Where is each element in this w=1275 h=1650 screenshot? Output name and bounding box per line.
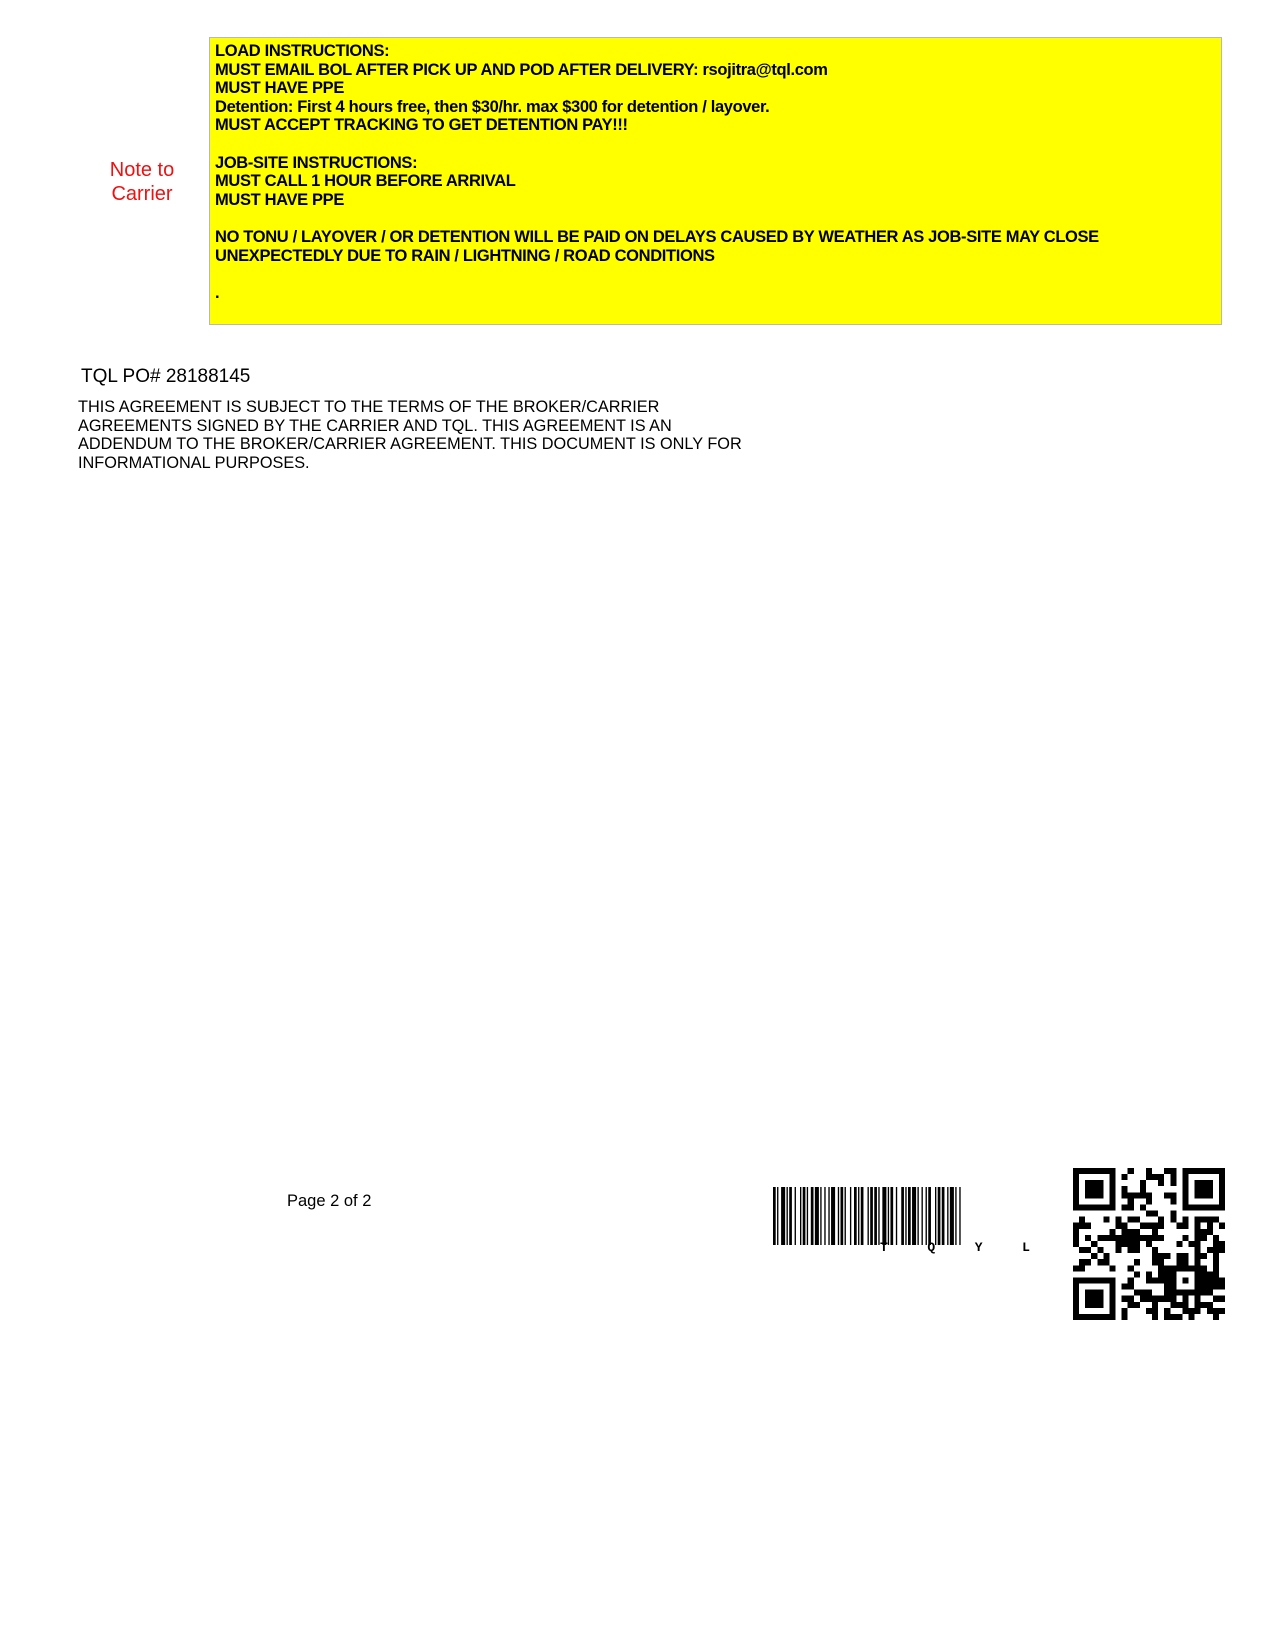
barcode-char: Y [974,1240,983,1255]
note-line: MUST CALL 1 HOUR BEFORE ARRIVAL [215,172,516,191]
note-line: LOAD INSTRUCTIONS: [215,42,390,60]
note-line: MUST ACCEPT TRACKING TO GET DETENTION PAY!!! [215,116,628,135]
agreement-line: AGREEMENTS SIGNED BY THE CARRIER AND TQL. THIS AGREEMENT IS AN [78,416,672,435]
note-line [215,265,1216,284]
note-line: NO TONU / LAYOVER / OR DETENTION WILL BE PAID ON DELAYS CAUSED BY WEATHER AS JOB-SITE MAY CLOSE [215,227,1099,246]
barcode-caption [880,1240,1030,1255]
qr-code-image [1073,1168,1225,1320]
note-line [215,209,1216,228]
note-line: MUST HAVE PPE [215,190,344,209]
po-number: TQL PO# 28188145 [81,366,251,387]
note-line: MUST EMAIL BOL AFTER PICK UP AND POD AFTER DELIVERY: rsojitra@tql.com [215,60,828,79]
note-line: . [215,283,220,302]
barcode-char: Q [927,1240,936,1255]
carrier-note-box [209,37,1222,325]
barcode-char: T [880,1240,888,1255]
agreement-line: THIS AGREEMENT IS SUBJECT TO THE TERMS OF THE BROKER/CARRIER [78,398,660,416]
note-line [215,135,1216,154]
agreement-line: ADDENDUM TO THE BROKER/CARRIER AGREEMENT. THIS DOCUMENT IS ONLY FOR [78,435,742,454]
note-line: UNEXPECTEDLY DUE TO RAIN / LIGHTNING / ROAD CONDITIONS [215,246,715,265]
note-line: JOB-SITE INSTRUCTIONS: [215,153,418,172]
note-line: MUST HAVE PPE [215,79,344,98]
page-number: Page 2 of 2 [287,1192,372,1210]
barcode-image [773,1187,1059,1245]
agreement-line: INFORMATIONAL PURPOSES. [78,453,310,472]
barcode-char: L [1022,1240,1030,1255]
note-line: Detention: First 4 hours free, then $30/hr. max $300 for detention / layover. [215,97,770,116]
note-to-carrier-label: Note to Carrier [109,159,175,205]
agreement-text [78,398,798,472]
